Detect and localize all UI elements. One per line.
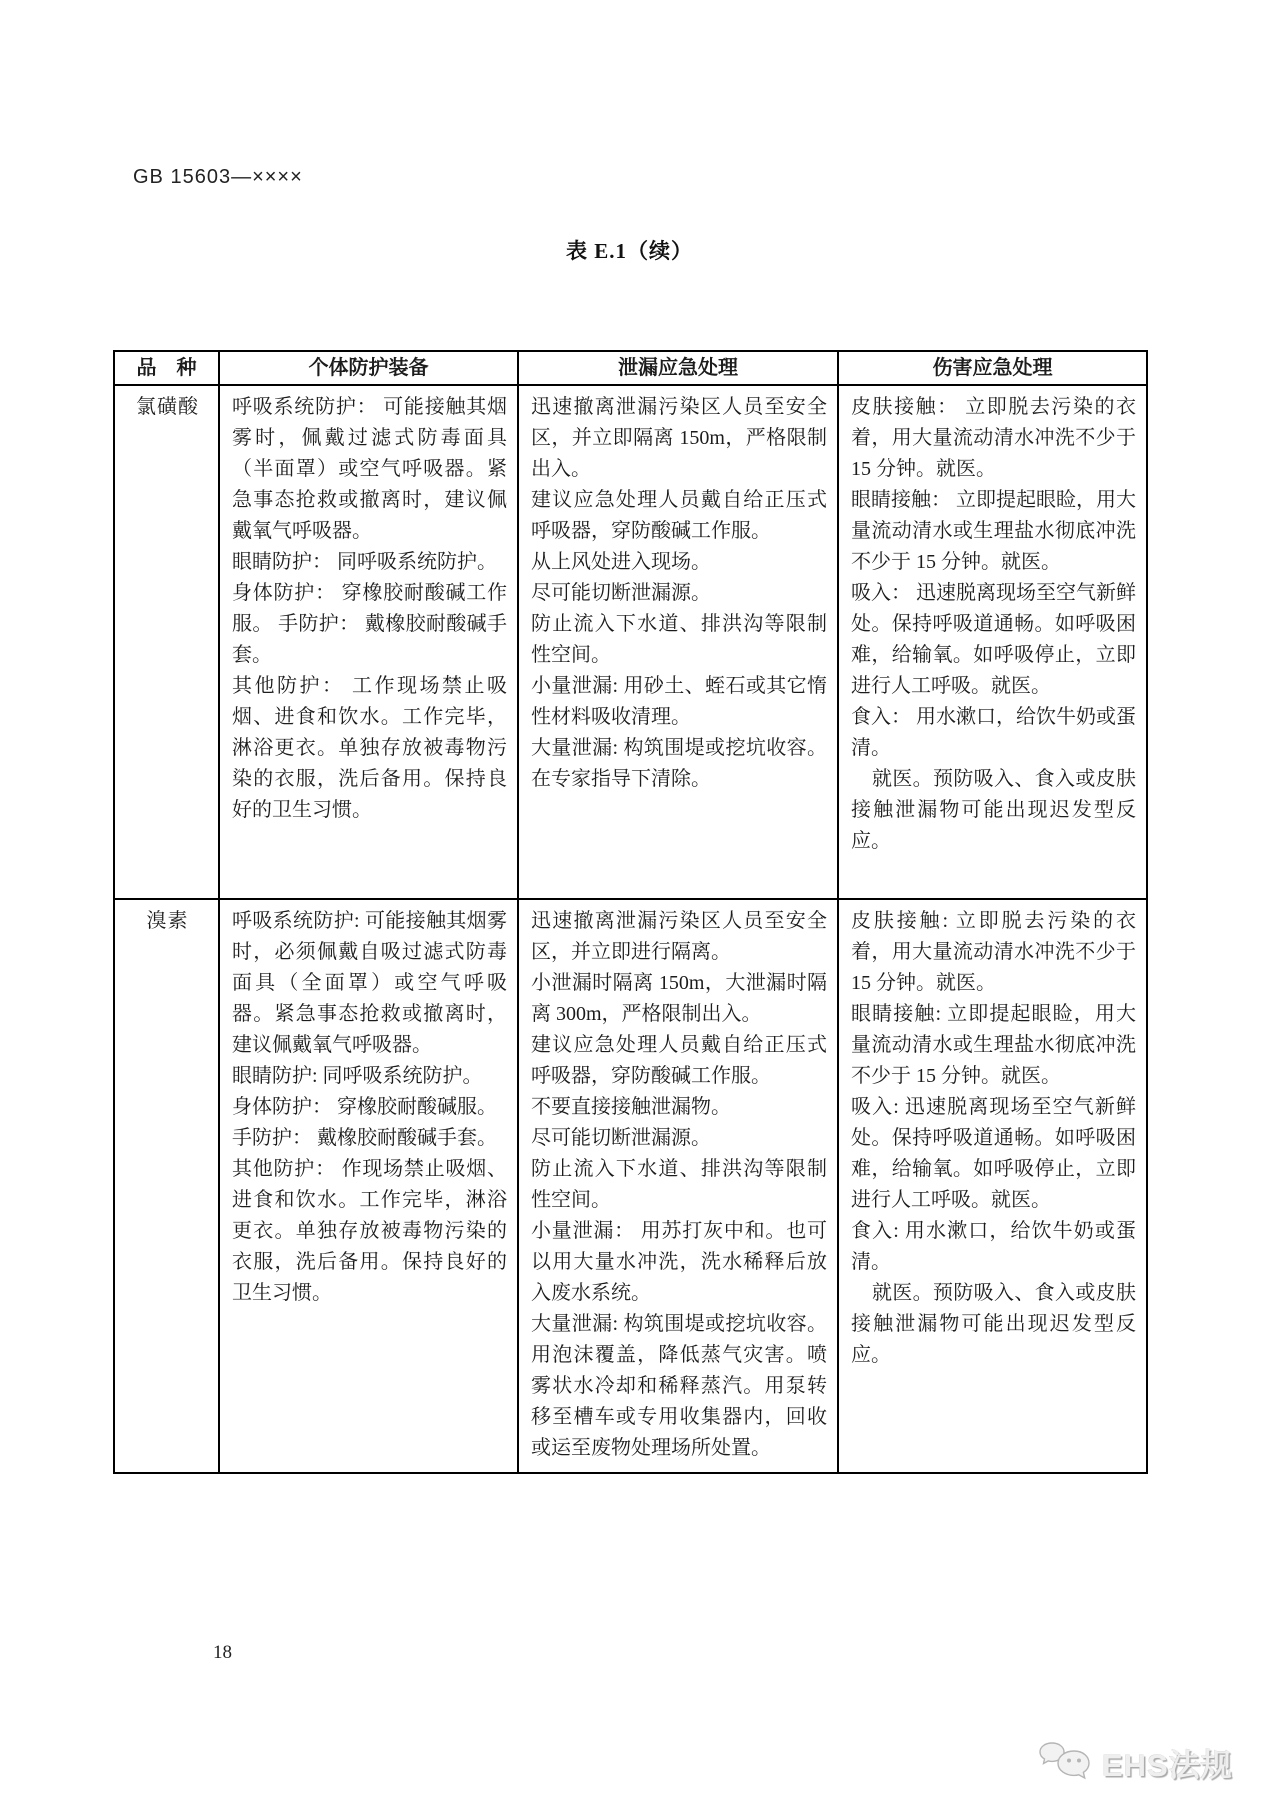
watermark [1038, 1738, 1233, 1786]
paragraph: 眼睛接触: 立即提起眼睑，用大量流动清水或生理盐水彻底冲洗不少于 15 分钟。就医。 [851, 1003, 1136, 1087]
paragraph: 皮肤接触: 立即脱去污染的衣着，用大量流动清水冲洗不少于 15 分钟。就医。 [851, 910, 1136, 994]
paragraph: 呼吸系统防护： 可能接触其烟雾时，佩戴过滤式防毒面具（半面罩）或空气呼吸器。紧急事态抢救或撤离时，建议佩戴氧气呼吸器。 [232, 396, 507, 542]
paragraph: 身体防护： 穿橡胶耐酸碱工作服。 手防护： 戴橡胶耐酸碱手套。 [232, 582, 507, 666]
paragraph: 呼吸系统防护: 可能接触其烟雾时，必须佩戴自吸过滤式防毒面具（全面罩）或空气呼吸器。紧急事态抢救或撤离时，建议佩戴氧气呼吸器。 [232, 910, 507, 1056]
paragraph: 从上风处进入现场。 [531, 551, 711, 573]
paragraph: 大量泄漏: 构筑围堤或挖坑收容。用泡沫覆盖，降低蒸气灾害。喷雾状水冷却和稀释蒸汽。用泵转移至槽车或专用收集器内，回收或运至废物处理场所处置。 [531, 1313, 827, 1459]
leak-cell [518, 385, 838, 899]
paragraph: 食入： 用水漱口，给饮牛奶或蛋清。 [851, 706, 1136, 759]
col-header-leak: 泄漏应急处理 [518, 351, 838, 385]
paragraph: 眼睛防护： 同呼吸系统防护。 [232, 551, 497, 573]
paragraph: 身体防护： 穿橡胶耐酸碱服。 [232, 1096, 497, 1118]
col-header-injury: 伤害应急处理 [838, 351, 1147, 385]
ppe-cell [219, 899, 518, 1473]
paragraph: 尽可能切断泄漏源。 [531, 1127, 711, 1149]
watermark-text: EHS法规 [1102, 1747, 1233, 1783]
paragraph: 防止流入下水道、排洪沟等限制性空间。 [531, 613, 827, 666]
paragraph: 不要直接接触泄漏物。 [531, 1096, 731, 1118]
paragraph: 吸入: 迅速脱离现场至空气新鲜处。保持呼吸道通畅。如呼吸困难，给输氧。如呼吸停止，立即进行人工呼吸。就医。 [851, 1096, 1136, 1211]
injury-cell [838, 899, 1147, 1473]
paragraph: 吸入： 迅速脱离现场至空气新鲜处。保持呼吸道通畅。如呼吸困难，给输氧。如呼吸停止，立即进行人工呼吸。就医。 [851, 582, 1136, 697]
injury-cell [838, 385, 1147, 899]
species-name: 溴素 [114, 899, 219, 1473]
paragraph: 防止流入下水道、排洪沟等限制性空间。 [531, 1158, 827, 1211]
leak-cell [518, 899, 838, 1473]
species-name: 氯磺酸 [114, 385, 219, 899]
paragraph: 眼睛接触： 立即提起眼睑，用大量流动清水或生理盐水彻底冲洗不少于 15 分钟。就医。 [851, 489, 1136, 573]
paragraph: 其他防护： 工作现场禁止吸烟、进食和饮水。工作完毕，淋浴更衣。单独存放被毒物污染的衣服，洗后备用。保持良好的卫生习惯。 [232, 675, 507, 821]
page-number: 18 [213, 1642, 232, 1663]
paragraph: 小量泄漏： 用苏打灰中和。也可以用大量水冲洗，洗水稀释后放入废水系统。 [531, 1220, 827, 1304]
paragraph: 迅速撤离泄漏污染区人员至安全区，并立即进行隔离。 [531, 910, 827, 963]
doc-number: GB 15603—×××× [133, 166, 303, 188]
paragraph: 尽可能切断泄漏源。 [531, 582, 711, 604]
paragraph: 小泄漏时隔离 150m，大泄漏时隔离 300m，严格限制出入。 [531, 972, 827, 1025]
paragraph: 迅速撤离泄漏污染区人员至安全区，并立即隔离 150m，严格限制出入。 [531, 396, 827, 480]
ppe-cell [219, 385, 518, 899]
col-header-ppe: 个体防护装备 [219, 351, 518, 385]
paragraph: 食入: 用水漱口，给饮牛奶或蛋清。 [851, 1220, 1136, 1273]
hazard-table [113, 350, 1148, 1474]
paragraph: 就医。预防吸入、食入或皮肤接触泄漏物可能出现迟发型反应。 [851, 1282, 1136, 1366]
paragraph: 其他防护： 作现场禁止吸烟、进食和饮水。工作完毕，淋浴更衣。单独存放被毒物污染的衣服，洗后备用。保持良好的卫生习惯。 [232, 1158, 507, 1304]
paragraph: 小量泄漏: 用砂土、蛭石或其它惰性材料吸收清理。 [531, 675, 827, 728]
paragraph: 皮肤接触： 立即脱去污染的衣着，用大量流动清水冲洗不少于 15 分钟。就医。 [851, 396, 1136, 480]
wechat-icon [1038, 1738, 1094, 1786]
paragraph: 建议应急处理人员戴自给正压式呼吸器，穿防酸碱工作服。 [531, 1034, 827, 1087]
table-row-bromine [114, 899, 1147, 1473]
col-header-species: 品 种 [114, 351, 219, 385]
table-header-row [114, 351, 1147, 385]
table-row-chlorosulfonic-acid [114, 385, 1147, 899]
paragraph: 就医。预防吸入、食入或皮肤接触泄漏物可能出现迟发型反应。 [851, 768, 1136, 852]
paragraph: 手防护： 戴橡胶耐酸碱手套。 [232, 1127, 497, 1149]
paragraph: 眼睛防护: 同呼吸系统防护。 [232, 1065, 483, 1087]
table-title: 表 E.1（续） [565, 239, 693, 263]
paragraph: 建议应急处理人员戴自给正压式呼吸器，穿防酸碱工作服。 [531, 489, 827, 542]
paragraph: 大量泄漏: 构筑围堤或挖坑收容。在专家指导下清除。 [531, 737, 827, 790]
